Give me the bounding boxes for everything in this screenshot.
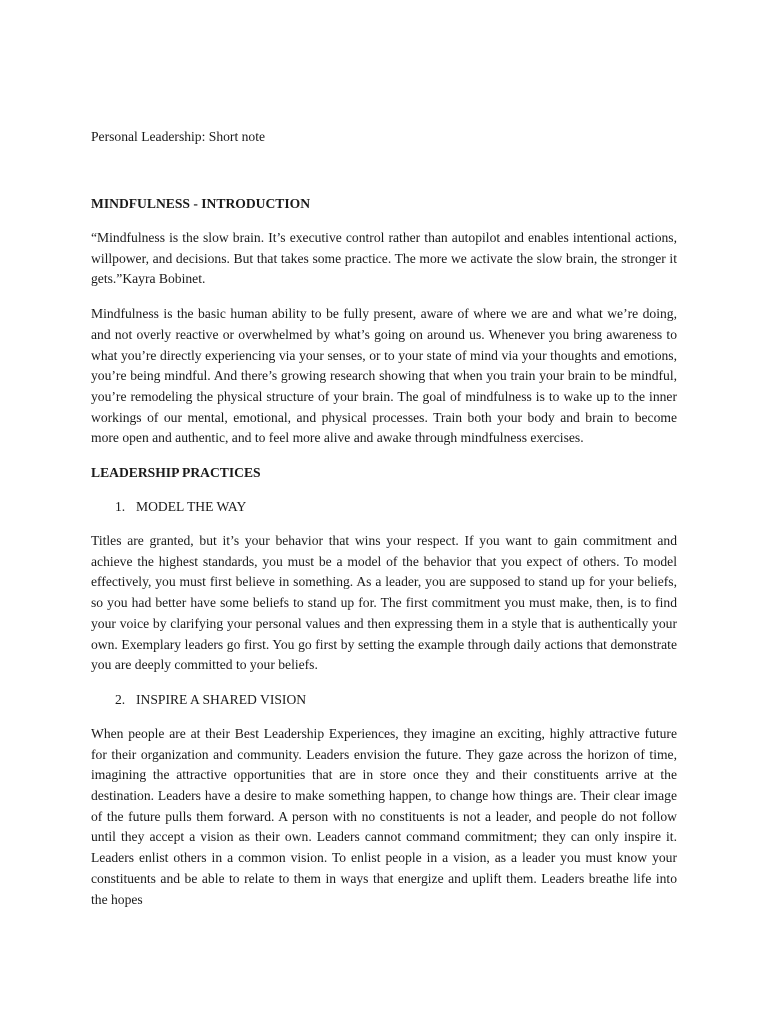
document-title: Personal Leadership: Short note — [91, 129, 266, 144]
mindfulness-quote: “Mindfulness is the slow brain. It’s executive control rather than autopilot and enables intentional actions, willpower, and decisions. But that takes some practice. The more we activate the slow brain, the stronger it gets.”Kayra Bobinet. — [91, 230, 677, 287]
mindfulness-body: Mindfulness is the basic human ability to be fully present, aware of where we are and what we’re doing, and not overly reactive or overwhelmed by what’s going on around us. Whenever you bring awareness to what you’re directly experiencing via your senses, or to your state of mind via your thoughts and emotions, you’re being mindful. And there’s growing research showing that when you train your brain to be mindful, you’re remodeling the physical structure of your brain. The goal of mindfulness is to wake up to the inner workings of our mental, emotional, and physical processes. Train both your body and brain to become more open and authentic, and to feel more alive and awake through mindfulness exercises. — [91, 306, 677, 446]
section-heading-mindfulness: MINDFULNESS - INTRODUCTION — [91, 196, 311, 211]
list-number: 2. — [115, 691, 126, 707]
list-item-model-the-way — [91, 497, 677, 517]
model-the-way-body: Titles are granted, but it’s your behavior that wins your respect. If you want to gain commitment and achieve the highest standards, you must be a model of the behavior that you expect of others. To model effectively, you must first believe in something. As a leader, you are supposed to stand up for your beliefs, so you had better have some beliefs to stand up for. The first commitment you must make, then, is to find your voice by clarifying your personal values and then expressing them in a style that is authentically your own. Exemplary leaders go first. You go first by setting the example through daily actions that demonstrate you are deeply committed to your beliefs. — [91, 533, 677, 673]
section-heading-leadership: LEADERSHIP PRACTICES — [91, 465, 261, 481]
list-item-title: MODEL THE WAY — [136, 499, 247, 515]
inspire-shared-vision-body: When people are at their Best Leadership Experiences, they imagine an exciting, highly attractive future for their organization and community. Leaders envision the future. They gaze across the horizon of time, imagining the attractive opportunities that are in store once they and their constituents arrive at the destination. Leaders have a desire to make something happen, to change how things are. Their clear image of the future pulls them forward. A person with no constituents is not a leader, and people do not follow until they accept a vision as their own. Leaders cannot command commitment; they can only inspire it. Leaders enlist others in a common vision. To enlist people in a vision, as a leader you must know your constituents and be able to relate to them in ways that energize and uplift them. Leaders breathe life into the hopes — [91, 725, 677, 907]
list-number: 1. — [115, 499, 126, 515]
document-page — [91, 127, 677, 910]
list-item-inspire-shared-vision — [91, 690, 677, 710]
list-item-title: INSPIRE A SHARED VISION — [136, 691, 307, 707]
